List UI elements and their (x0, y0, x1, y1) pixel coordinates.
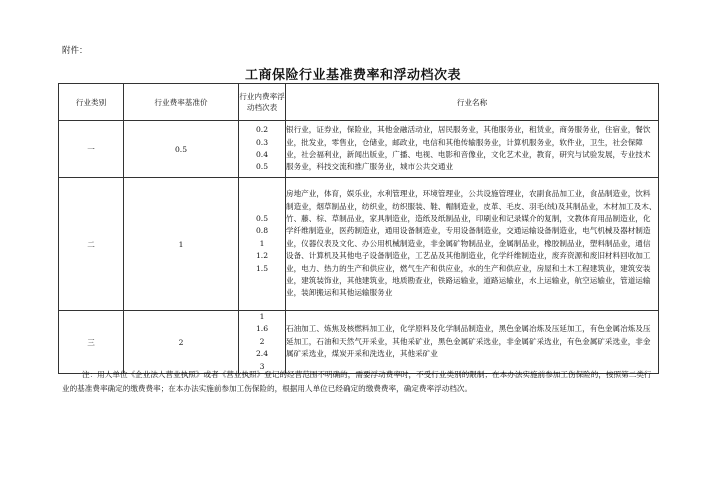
rate-table (58, 83, 659, 374)
row-base-rate: 0.5 (124, 121, 239, 178)
row-base-rate: 1 (124, 178, 239, 311)
header-float-grades: 行业内费率浮动档次表 (239, 84, 286, 121)
grade-value: 1.5 (255, 263, 269, 273)
table-row (59, 311, 659, 374)
row-category: 一 (59, 121, 124, 178)
grade-value: 3 (259, 361, 265, 371)
table-row (59, 178, 659, 311)
grade-value: 0.2 (255, 125, 269, 135)
grade-value: 0.3 (255, 137, 269, 147)
row-industries: 石油加工、炼焦及核燃料加工业，化学原料及化学制品制造业，黑色金属冶炼及压延加工，有色金属冶炼及压延加工，石油和天然气开采业，其他采矿业，黑色金属矿采选业，非金属矿采选业，有色金属矿采选业，非金属矿采选业，煤炭开采和洗选业，其他采矿业 (286, 311, 659, 374)
table-row (59, 121, 659, 178)
grade-value: 1 (259, 238, 265, 248)
row-industries: 银行业，证券业，保险业，其他金融活动业，居民服务业，其他服务业，租赁业，商务服务业，住宿业，餐饮业，批发业，零售业，仓储业，邮政业，电信和其他传输服务业，计算机服务业，软件业，卫生，社会保障业，社会福利业，新闻出版业，广播、电视、电影和音像业，文化艺术业，教育，研究与试验发展，专业技术服务业，科技交流和推广服务业，城市公共交通业 (286, 121, 659, 178)
grade-value: 0.8 (255, 226, 269, 236)
row-base-rate: 2 (124, 311, 239, 374)
footnote: 注：用人单位《企业法人营业执照》或者《营业执照》登记的经营范围不明确的，需要浮动费率时，不受行业类别的限制；在本办法实施前参加工伤保险的，按照第二类行业的基准费率确定的缴费费率；在本办法实施前参加工伤保险的，根据用人单位已经确定的缴费费率，确定费率浮动档次。 (62, 370, 652, 393)
grade-value: 0.4 (255, 150, 269, 159)
header-base-rate: 行业费率基准价 (124, 84, 239, 121)
grade-value: 0.5 (255, 162, 269, 172)
grade-value: 2 (259, 336, 265, 346)
header-industry-names: 行业名称 (286, 84, 659, 121)
row-grades (239, 121, 286, 178)
table-header-row (59, 84, 659, 121)
grade-value: 2.4 (255, 349, 269, 359)
row-category: 二 (59, 178, 124, 311)
grade-value: 1.2 (255, 251, 269, 261)
row-category: 三 (59, 311, 124, 374)
grade-value: 1 (259, 312, 265, 321)
row-industries: 房地产业，体育，娱乐业，水利管理业，环境管理业，公共设施管理业，农副食品加工业，食品制造业，饮料制造业，烟草制品业，纺织业，纺织服装、鞋、帽制造业，皮革、毛皮、羽毛(绒)及其制品业，木材加工及木、竹、藤、棕、草制品业，家具制造业，造纸及纸制品业，印刷业和记录媒介的复制，文教体育用品制造业，化学纤维制造业，医药制造业，通用设备制造业，专用设备制造业，交通运输设备制造业，电气机械及器材制造业，仪器仪表及文化、办公用机械制造业，非金属矿物制品业，金属制品业，橡胶制品业，塑料制品业，通信设备、计算机及其他电子设备制造业，工艺品及其他制造业，化学纤维制造业，废弃资源和废旧材料回收加工业，电力、热力的生产和供应业，燃气生产和供应业，水的生产和供应业，房屋和土木工程建筑业，建筑安装业，建筑装饰业，其他建筑业，地质勘查业，铁路运输业，道路运输业，水上运输业，航空运输业，管道运输业，装卸搬运和其他运输服务业 (286, 178, 659, 311)
row-grades (239, 178, 286, 311)
grade-value: 1.6 (255, 324, 269, 334)
header-category: 行业类别 (59, 84, 124, 121)
document-title: 工商保险行业基准费率和浮动档次表 (244, 68, 461, 83)
attachment-label: 附件： (62, 46, 88, 56)
grade-value: 0.5 (255, 213, 269, 223)
row-grades (239, 311, 286, 374)
